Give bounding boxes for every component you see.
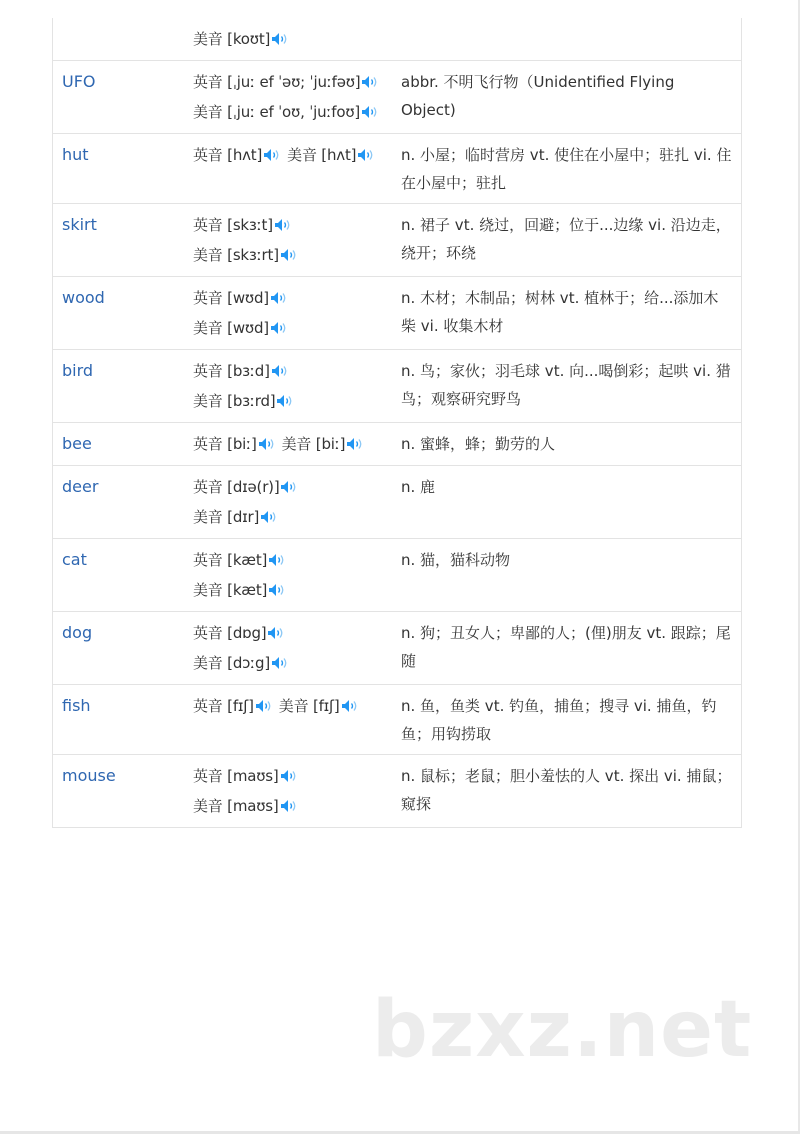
speaker-icon[interactable] [270, 315, 288, 329]
speaker-icon[interactable] [258, 431, 276, 445]
pronunciation [193, 545, 286, 575]
vocabulary-table [52, 18, 742, 828]
table-row [53, 611, 741, 684]
speaker-icon[interactable] [271, 26, 289, 40]
meaning-cell: n. 狗；丑女人；卑鄙的人；(俚)朋友 vt. 跟踪；尾随 [401, 624, 731, 670]
pronunciation [193, 67, 379, 97]
word-link[interactable]: bee [62, 434, 92, 453]
pronunciation [193, 386, 294, 416]
word-link[interactable]: UFO [62, 72, 96, 91]
speaker-icon[interactable] [267, 620, 285, 634]
pronunciation [193, 24, 289, 54]
meaning-cell: n. 鹿 [401, 478, 436, 496]
pronunciation-cell [193, 204, 401, 276]
table-row [53, 60, 741, 133]
speaker-icon[interactable] [271, 358, 289, 372]
pronunciation-text: 英音 [dɪə(r)] [193, 478, 280, 496]
pronunciation-cell [193, 134, 401, 203]
pronunciation-cell [193, 612, 401, 684]
pronunciation-cell [193, 277, 401, 349]
word-link[interactable]: fish [62, 696, 91, 715]
table-row [53, 538, 741, 611]
speaker-icon[interactable] [280, 242, 298, 256]
meaning-cell: n. 鼠标；老鼠；胆小羞怯的人 vt. 探出 vi. 捕鼠；窥探 [401, 767, 732, 813]
pronunciation [193, 502, 278, 532]
meaning-cell: n. 蜜蜂，蜂；勤劳的人 [401, 435, 556, 453]
meaning-cell: n. 猫，猫科动物 [401, 551, 511, 569]
pronunciation-text: 美音 [dɔːg] [193, 654, 271, 672]
meaning-cell: n. 小屋；临时营房 vt. 使住在小屋中；驻扎 vi. 住在小屋中；驻扎 [401, 146, 732, 192]
pronunciation [193, 761, 298, 791]
pronunciation [279, 691, 359, 721]
pronunciation-text: 英音 [fɪʃ] [193, 697, 254, 715]
pronunciation-text: 英音 [maʊs] [193, 767, 279, 785]
table-row [53, 684, 741, 754]
pronunciation [193, 691, 273, 721]
pronunciation-text: 美音 [ˌjuː ef ˈoʊ, ˈjuːfoʊ] [193, 103, 361, 121]
watermark: bzxz.net [372, 985, 753, 1075]
speaker-icon[interactable] [361, 99, 379, 113]
meaning-cell: abbr. 不明飞行物（Unidentified Flying Object) [401, 73, 675, 119]
speaker-icon[interactable] [280, 474, 298, 488]
pronunciation-text: 美音 [biː] [281, 435, 346, 453]
pronunciation-cell [193, 466, 401, 538]
pronunciation [193, 618, 285, 648]
pronunciation-text: 美音 [fɪʃ] [278, 697, 340, 715]
table-row [53, 422, 741, 465]
pronunciation-text: 美音 [skɜːrt] [193, 246, 279, 264]
meaning-cell: n. 鱼，鱼类 vt. 钓鱼，捕鱼；搜寻 vi. 捕鱼，钓鱼；用钩捞取 [401, 697, 717, 743]
pronunciation [193, 648, 289, 678]
pronunciation-text: 英音 [hʌt] [193, 146, 263, 164]
speaker-icon[interactable] [268, 577, 286, 591]
meaning-cell: n. 裙子 vt. 绕过，回避；位于...边缘 vi. 沿边走，绕开；环绕 [401, 216, 731, 262]
pronunciation-text: 英音 [kæt] [193, 551, 268, 569]
word-link[interactable]: skirt [62, 215, 97, 234]
pronunciation-cell [193, 18, 401, 60]
pronunciation [193, 429, 276, 459]
word-link[interactable]: dog [62, 623, 93, 642]
table-row [53, 133, 741, 203]
pronunciation-text: 美音 [koʊt] [193, 30, 271, 48]
pronunciation [193, 472, 298, 502]
pronunciation [193, 140, 281, 170]
table-row [53, 18, 741, 60]
pronunciation-cell [193, 685, 401, 754]
pronunciation [193, 356, 289, 386]
pronunciation-text: 美音 [bɜːrd] [193, 392, 276, 410]
pronunciation [193, 313, 288, 343]
pronunciation-text: 英音 [skɜːt] [193, 216, 273, 234]
pronunciation-text: 英音 [ˌjuː ef ˈəʊ; ˈjuːfəʊ] [193, 73, 361, 91]
pronunciation-text: 英音 [dɒg] [193, 624, 267, 642]
speaker-icon[interactable] [270, 285, 288, 299]
word-link[interactable]: cat [62, 550, 87, 569]
speaker-icon[interactable] [280, 763, 298, 777]
word-link[interactable] [53, 18, 193, 60]
pronunciation [287, 140, 375, 170]
pronunciation-text: 英音 [biː] [193, 435, 257, 453]
pronunciation [193, 240, 298, 270]
pronunciation-text: 美音 [dɪr] [193, 508, 260, 526]
speaker-icon[interactable] [346, 431, 364, 445]
pronunciation [193, 210, 292, 240]
speaker-icon[interactable] [280, 793, 298, 807]
pronunciation-text: 美音 [kæt] [193, 581, 268, 599]
pronunciation-cell [193, 539, 401, 611]
pronunciation-cell [193, 350, 401, 422]
table-row [53, 276, 741, 349]
pronunciation-text: 美音 [hʌt] [287, 146, 357, 164]
speaker-icon[interactable] [274, 212, 292, 226]
word-link[interactable]: hut [62, 145, 89, 164]
pronunciation-text: 美音 [maʊs] [193, 797, 279, 815]
pronunciation [193, 283, 288, 313]
speaker-icon[interactable] [263, 142, 281, 156]
table-row [53, 203, 741, 276]
speaker-icon[interactable] [276, 388, 294, 402]
table-row [53, 349, 741, 422]
speaker-icon[interactable] [341, 693, 359, 707]
speaker-icon[interactable] [260, 504, 278, 518]
speaker-icon[interactable] [357, 142, 375, 156]
speaker-icon[interactable] [255, 693, 273, 707]
pronunciation-text: 美音 [wʊd] [193, 319, 269, 337]
pronunciation [193, 97, 379, 127]
meaning-cell: n. 鸟；家伙；羽毛球 vt. 向...喝倒彩；起哄 vi. 猎鸟；观察研究野鸟 [401, 362, 731, 408]
word-link[interactable]: bird [62, 361, 94, 380]
speaker-icon[interactable] [271, 650, 289, 664]
word-link[interactable]: deer [62, 477, 99, 496]
pronunciation [282, 429, 365, 459]
meaning-cell [401, 18, 741, 60]
table-row [53, 754, 741, 827]
pronunciation-cell [193, 423, 401, 465]
pronunciation-text: 英音 [wʊd] [193, 289, 269, 307]
pronunciation [193, 791, 298, 821]
pronunciation [193, 575, 286, 605]
pronunciation-cell [193, 61, 401, 133]
pronunciation-text: 英音 [bɜːd] [193, 362, 270, 380]
meaning-cell: n. 木材；木制品；树林 vt. 植林于；给...添加木柴 vi. 收集木材 [401, 289, 719, 335]
speaker-icon[interactable] [268, 547, 286, 561]
table-row [53, 465, 741, 538]
word-link[interactable]: wood [62, 288, 105, 307]
pronunciation-cell [193, 755, 401, 827]
speaker-icon[interactable] [361, 69, 379, 83]
word-link[interactable]: mouse [62, 766, 116, 785]
